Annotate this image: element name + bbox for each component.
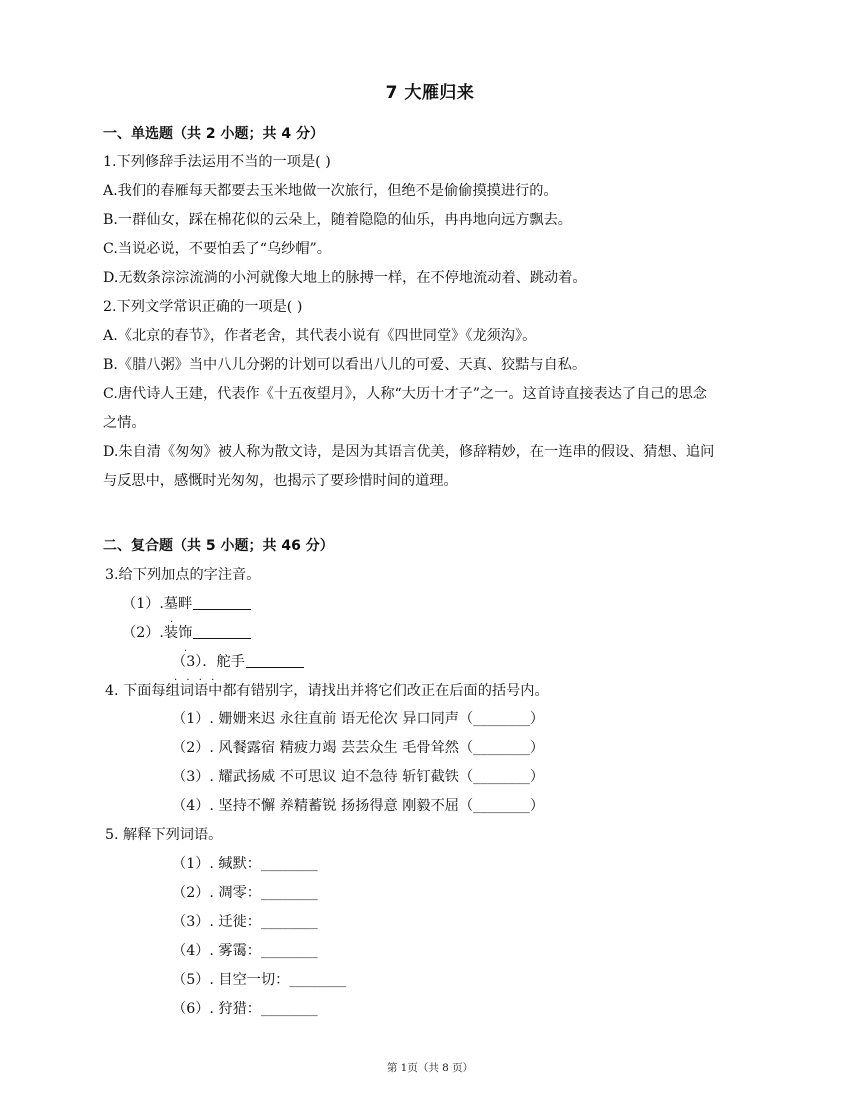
q2-option-d-line1: D.朱自清《匆匆》被人称为散文诗，是因为其语言优美，修辞精妙，在一连串的假设、猜想、追问 (103, 444, 715, 460)
q3-item-2-label: （2）.装饰 (122, 625, 193, 641)
q4-item-2: （2）. 风餐露宿 精疲力竭 芸芸众生 毛骨耸然（________） (172, 740, 545, 756)
q3-item-1-label: （1）.墓畔 (122, 596, 193, 612)
page-footer: 第 1页（共 8 页） (386, 1062, 474, 1074)
q1-option-b: B.一群仙女，踩在棉花似的云朵上，随着隐隐的仙乐，冉冉地向远方飘去。 (103, 212, 572, 228)
q2-option-c-line1: C.唐代诗人王建，代表作《十五夜望月》，人称“大历十才子”之一。这首诗直接表达了自己的思念 (103, 386, 707, 402)
q2-option-a: A.《北京的春节》，作者老舍，其代表小说有《四世同堂》《龙须沟》。 (103, 328, 537, 344)
q2-option-d-line2: 与反思中，感慨时光匆匆，也揭示了要珍惜时间的道理。 (103, 473, 458, 489)
q5-item-5: （5）. 目空一切：________ (172, 972, 347, 988)
q3-stem: 3.给下列加点的字注音。 (105, 567, 261, 583)
q5-item-3: （3）. 迁徙：________ (172, 914, 318, 930)
answer-blank[interactable] (193, 624, 251, 639)
q5-stem: 5. 解释下列词语。 (105, 827, 223, 843)
q4-item-1: （1）. 姗姗来迟 永往直前 语无伦次 异口同声（________） (172, 711, 545, 727)
emphasis-dot: · (170, 617, 177, 628)
q3-item-1 (122, 594, 251, 628)
q4-item-4: （4）. 坚持不懈 养精蓄锐 扬扬得意 刚毅不屈（________） (172, 798, 545, 814)
q5-item-4: （4）. 雾霭：________ (172, 943, 318, 959)
q5-item-6: （6）. 狩猎：________ (172, 1001, 318, 1017)
q2-option-b: B.《腊八粥》当中八儿分粥的计划可以看出八儿的可爱、天真、狡黠与自私。 (103, 357, 587, 373)
section-2-heading: 二、复合题（共 5 小题；共 46 分） (103, 538, 334, 554)
emphasis-dot: · (184, 646, 191, 657)
q5-item-2: （2）. 凋零：________ (172, 885, 318, 901)
answer-blank[interactable] (193, 595, 251, 610)
q4-stem: 4. 下面每组词语中都有错别字，请找出并将它们改正在后面的括号内。 (105, 683, 549, 699)
q3-item-3 (172, 652, 304, 686)
page-title: 7 大雁归来 (385, 83, 475, 103)
q1-option-c: C.当说必说，不要怕丢了“乌纱帽”。 (103, 241, 331, 257)
q3-item-3-label: （3）．舵手 (172, 654, 245, 670)
emphasis-dots: · · · · (174, 675, 218, 686)
q2-stem: 2.下列文学常识正确的一项是( ) (103, 299, 303, 315)
q1-stem: 1.下列修辞手法运用不当的一项是( ) (103, 154, 331, 170)
section-1-heading: 一、单选题（共 2 小题；共 4 分） (103, 126, 324, 142)
answer-blank[interactable] (246, 653, 304, 668)
q5-item-1: （1）. 缄默：________ (172, 856, 318, 872)
q1-option-d: D.无数条淙淙流淌的小河就像大地上的脉搏一样，在不停地流动着、跳动着。 (103, 270, 587, 286)
q2-option-c-line2: 之情。 (103, 415, 146, 431)
q4-item-3: （3）. 耀武扬威 不可思议 迫不急待 斩钉截铁（________） (172, 769, 545, 785)
q1-option-a: A.我们的春雁每天都要去玉米地做一次旅行，但绝不是偷偷摸摸进行的。 (103, 183, 558, 199)
q3-item-2 (122, 623, 251, 657)
